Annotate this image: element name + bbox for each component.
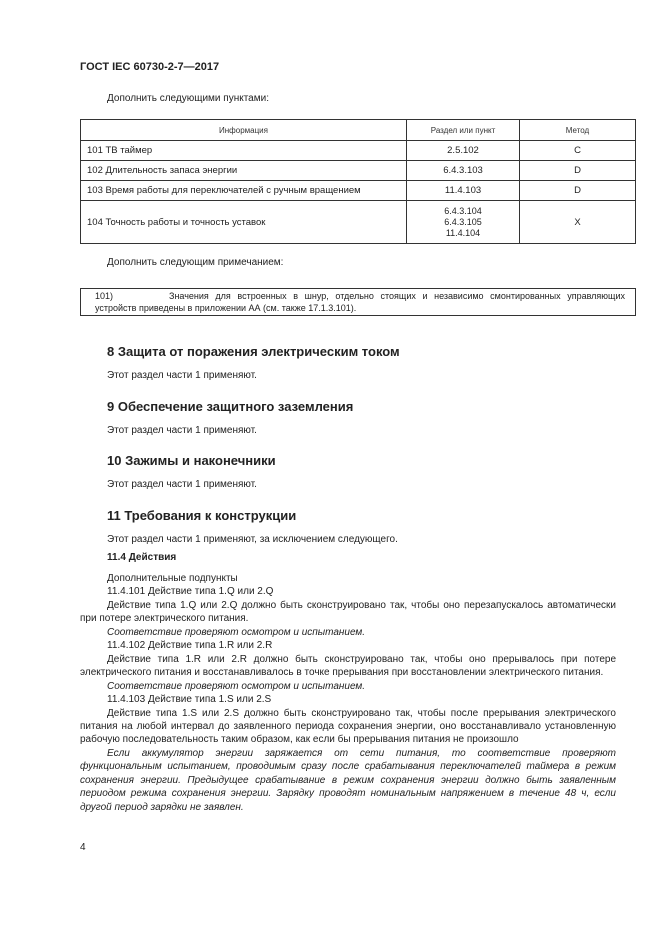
cell-info: 101 ТВ таймер: [81, 141, 407, 161]
table-row: [81, 161, 636, 181]
note-number: 101): [95, 291, 114, 301]
cell-clause: 6.4.3.103: [407, 161, 520, 181]
cell-method: D: [520, 161, 636, 181]
cell-info: 102 Длительность запаса энергии: [81, 161, 407, 181]
paragraph: Дополнительные подпункты: [107, 573, 238, 584]
document-header: ГОСТ IEC 60730-2-7—2017: [80, 61, 220, 73]
column-header: Информация: [81, 120, 407, 141]
table-row: [81, 141, 636, 161]
table-header-row: [81, 120, 636, 141]
note-text: [95, 290, 625, 314]
clause-line: 11.4.104: [445, 227, 481, 238]
paragraph: Действие типа 1.S или 2.S должно быть сконструировано так, чтобы после прерывания электрического питания на любой интервал до заявленного периода сохранения энергии, оно восстанавливало установленную рабочую последовательность таким образом, как если бы прерывания питания не произошло: [80, 707, 616, 746]
cell-method: X: [520, 201, 636, 244]
cell-info: 104 Точность работы и точность уставок: [81, 201, 407, 244]
paragraph: Действие типа 1.Q или 2.Q должно быть сконструировано так, чтобы оно перезапускалось автоматически при потере электрического питания.: [80, 599, 616, 625]
column-header: Раздел или пункт: [407, 120, 520, 141]
cell-info: 103 Время работы для переключателей с ручным вращением: [81, 181, 407, 201]
info-table: [80, 119, 636, 244]
section-heading: 9 Обеспечение защитного заземления: [107, 399, 354, 414]
cell-method: D: [520, 181, 636, 201]
page-number: 4: [80, 842, 86, 853]
section-text: Этот раздел части 1 применяют.: [107, 370, 257, 381]
section-text: Этот раздел части 1 применяют.: [107, 479, 257, 490]
intro-text: Дополнить следующим примечанием:: [107, 257, 284, 268]
note-body: Значения для встроенных в шнур, отдельно стоящих и независимо смонтированных управляющих устройств приведены в приложении АА (см. также 17.1.3.101).: [95, 291, 625, 313]
paragraph: 11.4.102 Действие типа 1.R или 2.R: [107, 640, 273, 652]
paragraph: Действие типа 1.R или 2.R должно быть сконструировано так, чтобы оно прерывалось при потере электрического питания и восстанавливалось в точке прерывания при восстановлении электрического питания.: [80, 653, 616, 679]
body-text: [80, 572, 616, 814]
clause-line: 6.4.3.104: [444, 205, 482, 216]
section-heading: 8 Защита от поражения электрическим током: [107, 344, 400, 359]
cell-method: C: [520, 141, 636, 161]
intro-text: Дополнить следующими пунктами:: [107, 93, 269, 104]
paragraph: 11.4.101 Действие типа 1.Q или 2.Q: [107, 586, 274, 598]
cell-clause: 2.5.102: [407, 141, 520, 161]
cell-clause: 11.4.103: [407, 181, 520, 201]
table-row: [81, 201, 636, 244]
cell-clause: [407, 201, 520, 244]
paragraph: 11.4.103 Действие типа 1.S или 2.S: [107, 694, 272, 706]
note-box: [80, 288, 636, 316]
paragraph: Если аккумулятор энергии заряжается от сети питания, то соответствие проверяют функциональным испытанием, проводимым сразу после срабатывания переключателей таймера в режим сохранения энергии. Предыдущее срабатывание в режим сохранения энергии должно быть заявленным периодом режима сохранения энергии. Зарядку проводят номинальным напряжением в течение 48 ч, если другой период зарядки не заявлен.: [80, 747, 616, 813]
table-row: [81, 181, 636, 201]
section-heading: 10 Зажимы и наконечники: [107, 453, 276, 468]
paragraph: Соответствие проверяют осмотром и испытанием.: [107, 680, 366, 692]
subsection-heading: 11.4 Действия: [107, 552, 177, 563]
column-header: Метод: [520, 120, 636, 141]
clause-line: 6.4.3.105: [444, 216, 482, 227]
section-text: Этот раздел части 1 применяют, за исключением следующего.: [107, 534, 398, 545]
section-text: Этот раздел части 1 применяют.: [107, 425, 257, 436]
paragraph: Соответствие проверяют осмотром и испытанием.: [107, 626, 366, 638]
section-heading: 11 Требования к конструкции: [107, 508, 297, 523]
